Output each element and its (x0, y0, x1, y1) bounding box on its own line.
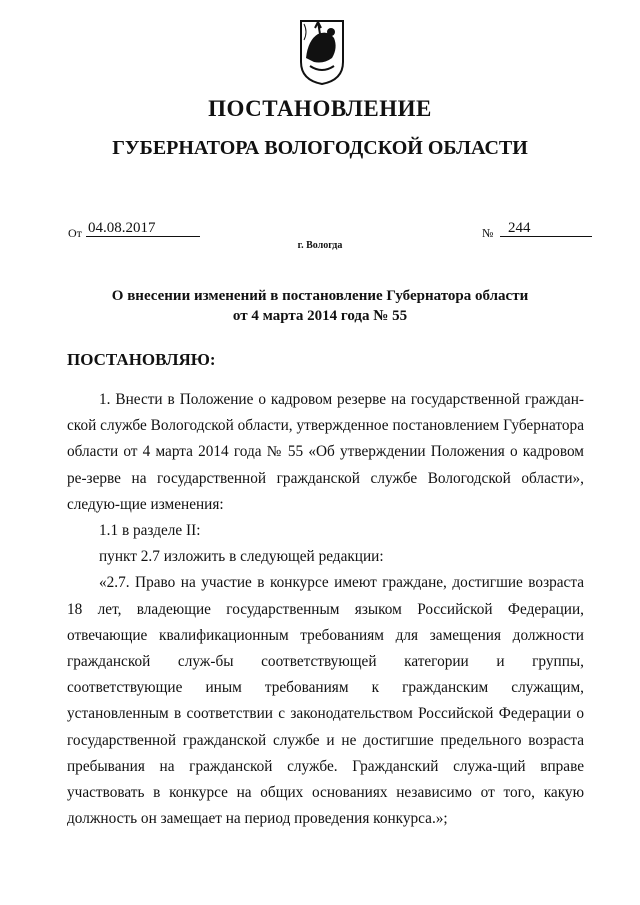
number-prefix: № (482, 226, 494, 240)
paragraph: 1. Внести в Положение о кадровом резерве на государственной граждан-ской службе Вологодской области, утвержденное постановлением Губернатора области от 4 марта 2014 года № 55 «Об утверждении Положения о кадровом ре-зерве на государственной гражданской службе Вологодской области», следую-щие изменения: (67, 391, 584, 513)
paragraph: 1.1 в разделе II: (99, 522, 201, 540)
document-subject (70, 286, 570, 326)
subject-line-1: О внесении изменений в постановление Губернатора области (111, 288, 529, 304)
paragraph: «2.7. Право на участие в конкурсе имеют граждане, достигшие возраста 18 лет, владеющие государственным языком Российской Федерации, отвечающие квалификационным требованиям для замещения должности гражданской служ-бы соответствующей категории и группы, соответствующие иным требованиям к гражданским служащим, установленным в соответствии с законодательством Российской Федерации о государственной гражданской службе и не достигшие предельного возраста пребывания на гражданской службе. Гражданский служа-щий вправе участвовать в конкурсе на общих основаниях независимо от того, какую должность он замещает на период проведения конкурса.»; (67, 574, 584, 828)
document-title: ПОСТАНОВЛЕНИЕ (208, 96, 432, 121)
date-prefix: От (68, 226, 82, 240)
paragraph: пункт 2.7 изложить в следующей редакции: (99, 548, 384, 566)
subject-line-2: от 4 марта 2014 года № 55 (232, 308, 408, 324)
decree-word: ПОСТАНОВЛЯЮ: (67, 350, 216, 369)
document-date: 04.08.2017 (86, 220, 200, 237)
vologda-coat-of-arms-icon (298, 18, 346, 86)
document-number: 244 (500, 220, 592, 237)
issuing-authority: ГУБЕРНАТОРА ВОЛОГОДСКОЙ ОБЛАСТИ (112, 137, 528, 159)
document-body (67, 387, 584, 832)
city: г. Вологда (297, 240, 343, 251)
